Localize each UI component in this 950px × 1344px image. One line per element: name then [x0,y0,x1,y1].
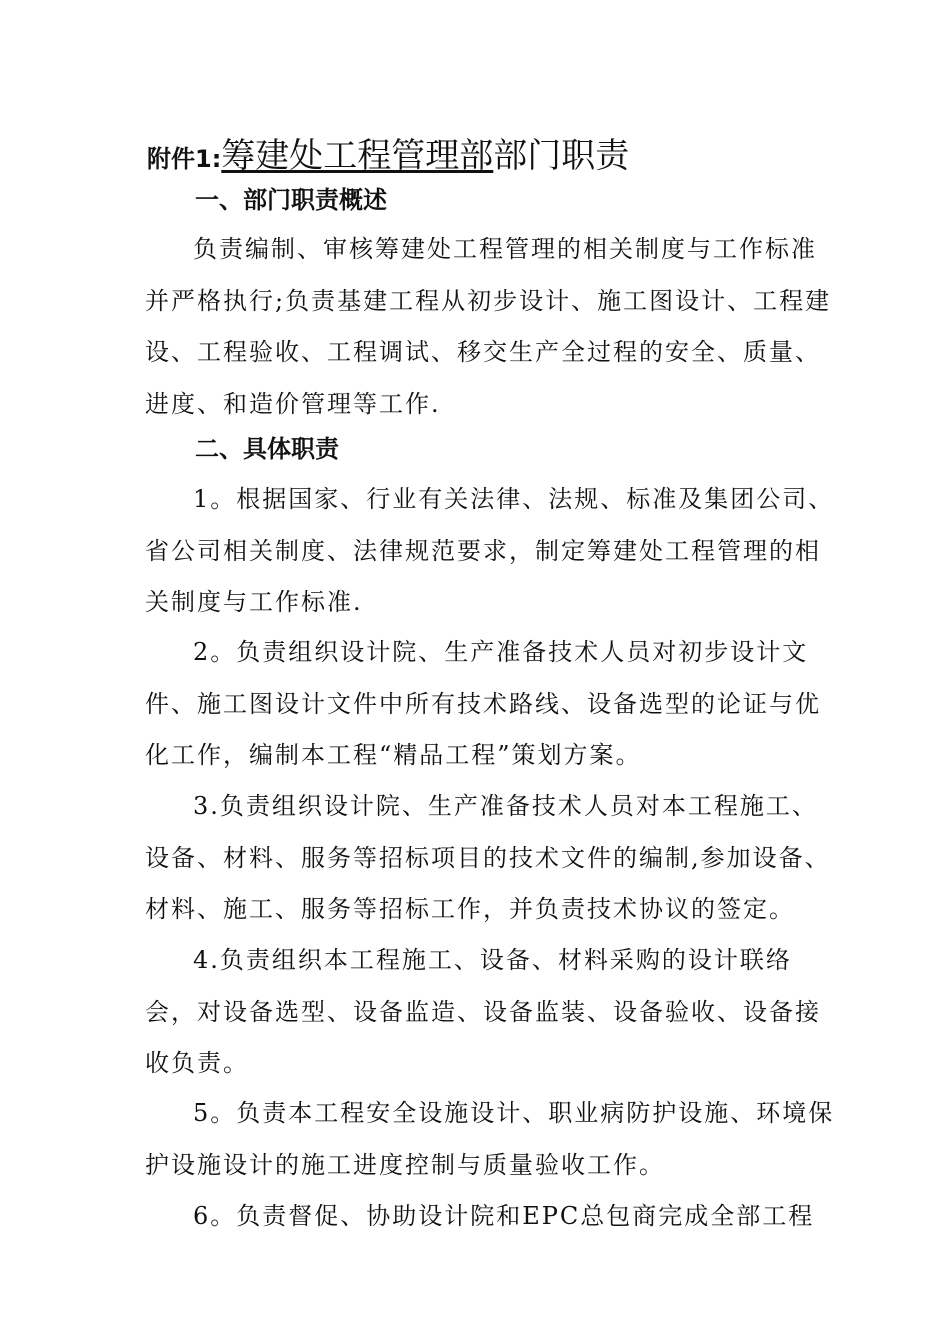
section-2-heading: 二、具体职责 [195,435,339,463]
duty-item-4: 4.负责组织本工程施工、设备、材料采购的设计联络会，对设备选型、设备监造、设备监装、设备验收、设备接收负责。 [145,946,821,1077]
duty-item-5: 5。负责本工程安全设施设计、职业病防护设施、环境保护设施设计的施工进度控制与质量验收工作。 [145,1099,835,1179]
title-responsibilities: 部门职责 [493,136,630,176]
duty-item-1: 1。根据国家、行业有关法律、法规、标准及集团公司、省公司相关制度、法律规范要求，制定筹建处工程管理的相关制度与工作标准. [145,485,835,616]
title-prefix: 附件1: [147,145,222,173]
duty-item-2: 2。负责组织设计院、生产准备技术人员对初步设计文件、施工图设计文件中所有技术路线、设备选型的论证与优化工作，编制本工程“精品工程”策划方案。 [145,638,821,769]
document-title [147,128,867,176]
duty-item-3: 3.负责组织设计院、生产准备技术人员对本工程施工、设备、材料、服务等招标项目的技术文件的编制,参加设备、材料、施工、服务等招标工作，并负责技术协议的签定。 [145,792,831,923]
title-department: 筹建处工程管理部 [221,136,494,176]
section-1-body: 负责编制、审核筹建处工程管理的相关制度与工作标准并严格执行;负责基建工程从初步设计、施工图设计、工程建设、工程验收、工程调试、移交生产全过程的安全、质量、进度、和造价管理等工作. [145,235,832,418]
duty-item-6: 6。负责督促、协助设计院和EPC总包商完成全部工程 [193,1202,815,1230]
section-1-heading: 一、部门职责概述 [195,186,387,214]
